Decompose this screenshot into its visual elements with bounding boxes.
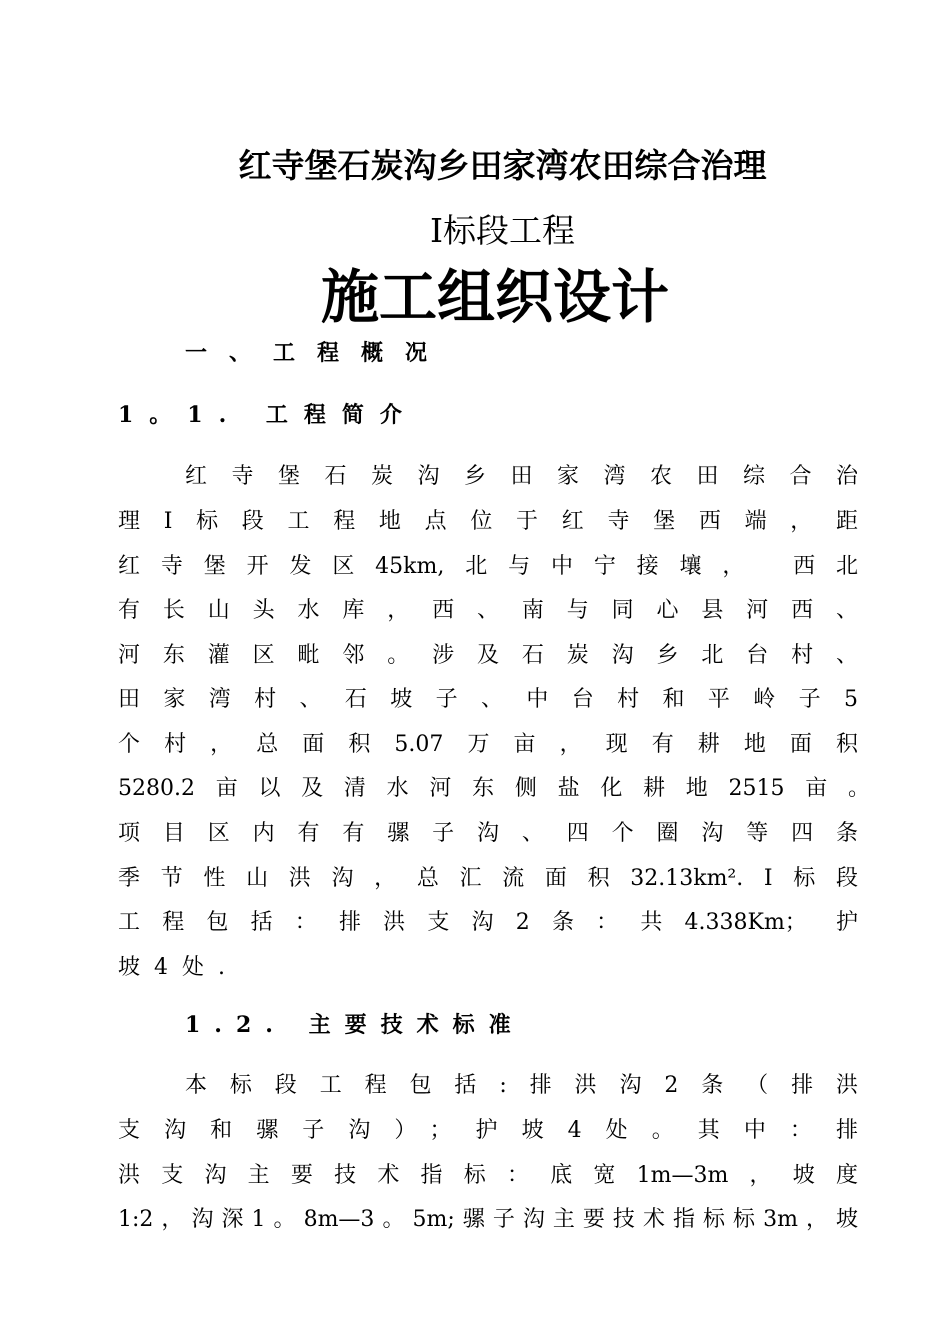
paragraph-line: 红寺堡石炭沟乡田家湾农田综合治 [185,464,858,489]
paragraph-line: 个村，总面积5.07万亩，现有耕地面积 [118,732,858,757]
paragraph-line: 本标段工程包括:排洪沟2条（排洪 [185,1073,858,1098]
paragraph-line: 工程包括：排洪支沟2条：共4.338Km； 护 [118,910,858,935]
document-title-main: 施工组织设计 [320,263,669,331]
section-1-1-heading: 1。1. 工程简介 [118,402,418,428]
paragraph-line: 支沟和骡子沟）；护坡4处。其中：排 [118,1118,858,1143]
paragraph-line: 田家湾村、石坡子、中台村和平岭子5 [118,687,858,712]
paragraph-line: 项目区内有有骡子沟、四个圈沟等四条 [118,821,858,846]
paragraph-line: 季节性山洪沟，总汇流面积32.13km².Ⅰ标段 [118,866,858,891]
section-1-2-heading: 1.2. 主要技术标准 [185,1012,525,1038]
document-title-line-1: 红寺堡石炭沟乡田家湾农田综合治理 [238,146,767,185]
paragraph-line: 理Ⅰ标段工程地点位于红寺堡西端，距 [118,509,858,534]
paragraph-line: 有长山头水库，西、南与同心县河西、 [118,598,858,623]
paragraph-line: 5280.2亩以及清水河东侧盐化耕地2515亩。 [118,776,870,801]
paragraph-line: 1:2，沟深1。8m—3。5m;骡子沟主要技术指标标3m，坡 [118,1207,858,1232]
paragraph-line: 洪支沟主要技术指标：底宽1m—3m，坡度 [118,1163,858,1188]
paragraph-line: 河东灌区毗邻。涉及石炭沟乡北台村、 [118,643,858,668]
paragraph-line: 红寺堡开发区45km,北与中宁接壤， 西北 [118,554,858,579]
paragraph-line: 坡4处. [118,955,239,980]
section-1-heading: 一、工程概况 [185,340,450,366]
document-title-line-2: Ⅰ标段工程 [429,211,576,250]
